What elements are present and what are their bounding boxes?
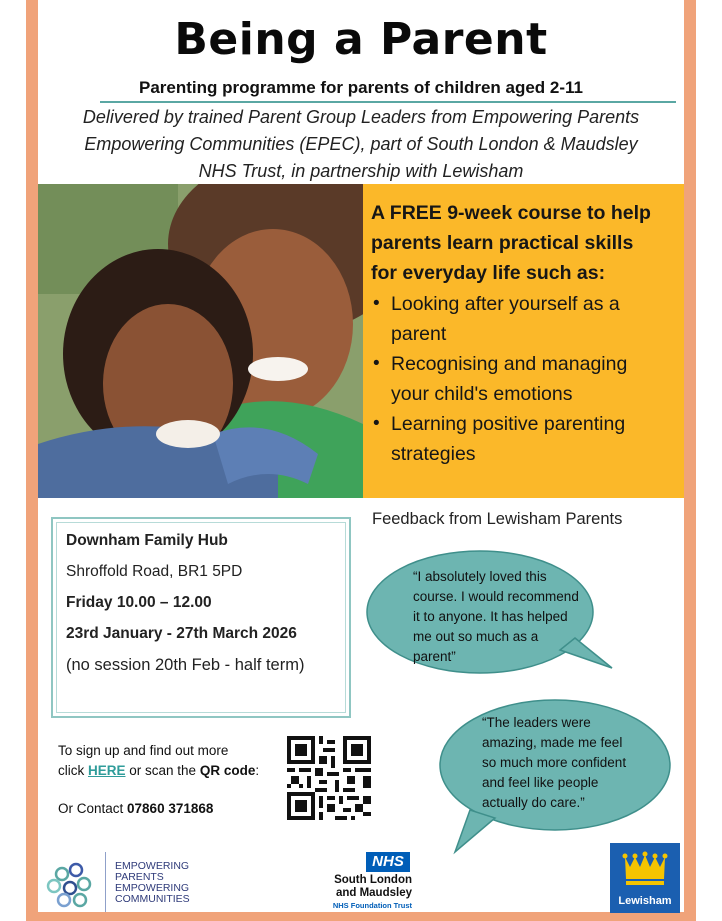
delivered-line: NHS Trust, in partnership with Lewisham	[198, 161, 524, 181]
epec-logo-line: EMPOWERING	[115, 860, 190, 872]
list-item-line: • Recognising and managing	[391, 353, 628, 375]
epec-logo-line: EMPOWERING	[115, 882, 190, 894]
quote-line: me out so much as a	[413, 629, 539, 644]
lewisham-logo-text: Lewisham	[618, 895, 672, 907]
delivered-line: Empowering Communities (EPEC), part of South London & Maudsley	[84, 134, 638, 154]
epec-logo-text	[115, 861, 190, 905]
logo-divider	[105, 852, 106, 912]
quote-line: and feel like people	[482, 775, 599, 790]
quote-line: actually do care.”	[482, 795, 585, 810]
page-subtitle: Parenting programme for parents of children aged 2-11	[139, 78, 583, 97]
qr-code-icon[interactable]	[287, 736, 371, 820]
quote-line: it to anyone. It has helped	[413, 609, 568, 624]
quote-line: parent”	[413, 649, 456, 664]
quote-line: so much more confident	[482, 755, 627, 770]
page-title: Being a Parent	[174, 14, 548, 65]
list-item-line: • Looking after yourself as a	[391, 293, 620, 315]
signup-line: To sign up and find out more	[58, 743, 229, 758]
nhs-trust-line: South London	[334, 874, 412, 886]
session-time: Friday 10.00 – 12.00	[66, 594, 212, 611]
course-intro-line: for everyday life such as:	[371, 262, 606, 284]
contact-label: Or Contact	[58, 801, 128, 816]
venue-address: Shroffold Road, BR1 5PD	[66, 563, 243, 580]
quote-line: “The leaders were	[482, 715, 591, 730]
signup-text: click	[58, 763, 88, 778]
signup-text: :	[255, 763, 260, 778]
quote-line: “I absolutely loved this	[413, 569, 547, 584]
venue-name: Downham Family Hub	[66, 532, 228, 549]
course-intro-line: A FREE 9-week course to help	[371, 202, 651, 224]
quote-line: amazing, made me feel	[482, 735, 623, 750]
feedback-quote-1	[413, 567, 579, 667]
crown-icon	[610, 843, 680, 895]
list-item-line: • Learning positive parenting	[391, 413, 626, 435]
nhs-trust-line: and Maudsley	[335, 887, 412, 899]
signup-instructions	[58, 741, 259, 781]
delivered-line: Delivered by trained Parent Group Leaders from Empowering Parents	[82, 107, 640, 127]
qr-code-label: QR code	[199, 763, 256, 778]
quote-line: course. I would recommend	[413, 589, 579, 604]
list-item-line: strategies	[391, 443, 476, 465]
signup-text: or scan the	[125, 763, 200, 778]
signup-line	[58, 761, 259, 781]
list-item-line: your child's emotions	[391, 383, 573, 405]
epec-logo-line: PARENTS	[115, 871, 164, 883]
contact-line	[58, 801, 213, 816]
feedback-heading: Feedback from Lewisham Parents	[372, 510, 623, 528]
epec-logo-line: COMMUNITIES	[115, 893, 190, 905]
session-dates: 23rd January - 27th March 2026	[66, 625, 297, 642]
contact-phone[interactable]: 07860 371868	[127, 801, 214, 816]
nhs-trust-name	[320, 874, 412, 911]
nhs-trust-line: NHS Foundation Trust	[332, 901, 412, 910]
speech-bubble-tail	[455, 810, 495, 852]
feedback-quote-2	[482, 713, 626, 813]
course-intro-line: parents learn practical skills	[371, 232, 634, 254]
signup-link[interactable]: HERE	[88, 763, 126, 778]
list-item-line: parent	[391, 323, 447, 345]
session-note: (no session 20th Feb - half term)	[66, 656, 305, 674]
nhs-logo-badge: NHS	[366, 852, 410, 872]
